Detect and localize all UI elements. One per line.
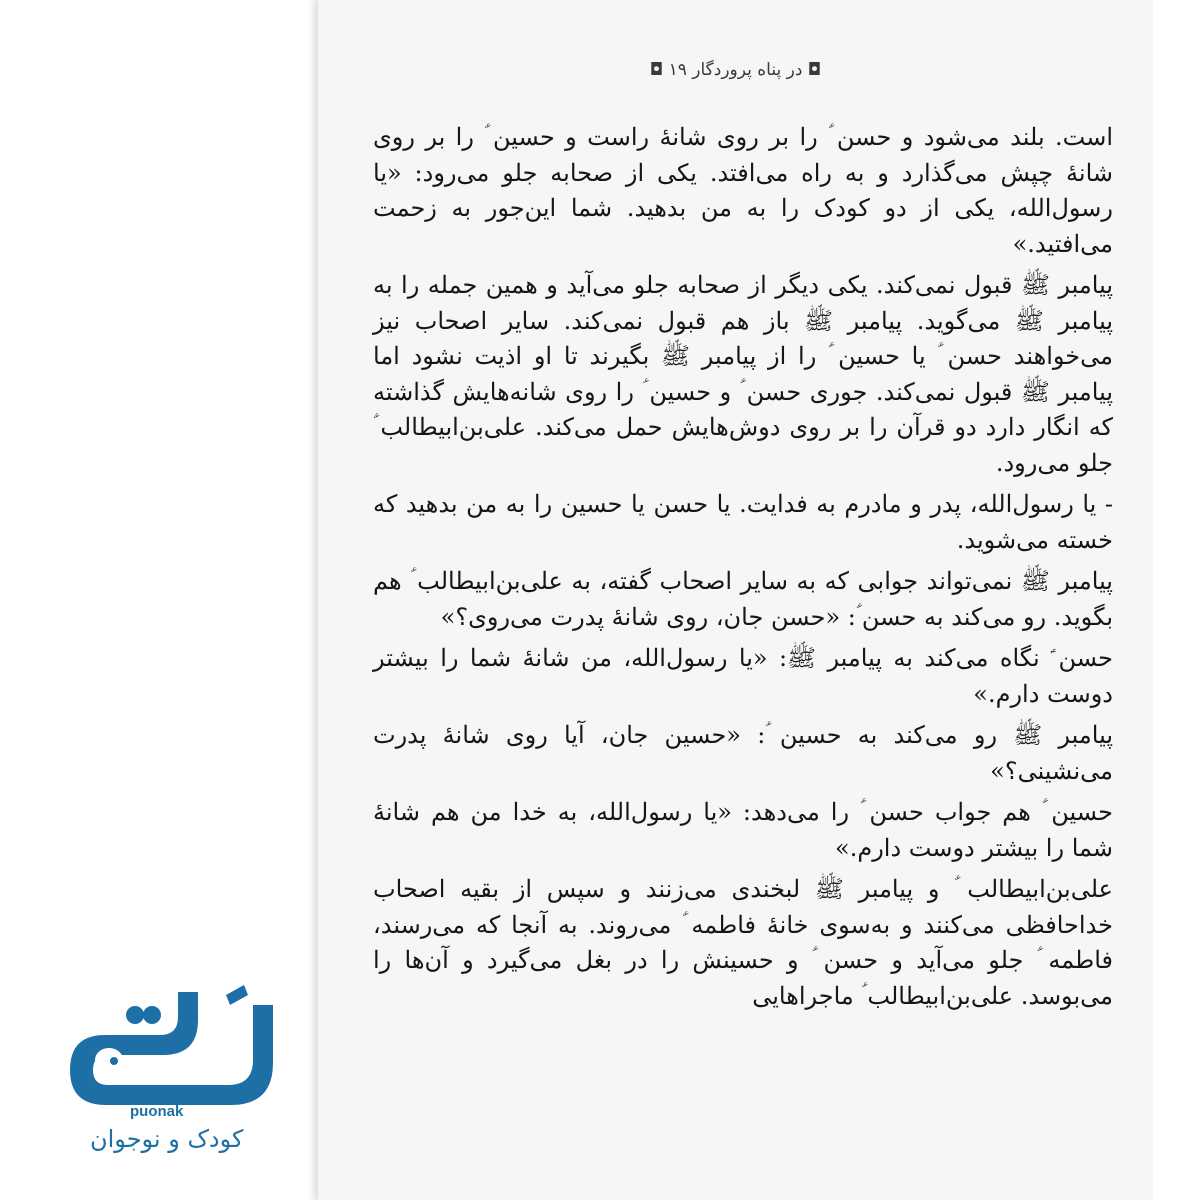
paragraph: - یا رسول‌الله، پدر و مادرم به فدایت. یا حسن یا حسین را به من بدهید که خسته می‌شوید. (373, 490, 1113, 554)
paragraph: حسن ؑ نگاه می‌کند به پیامبر ﷺ: «یا رسول‌الله، من شانهٔ شما را بیشتر دوست دارم.» (373, 644, 1113, 708)
page-body (373, 120, 1113, 1020)
puonak-logo (20, 975, 305, 1195)
paragraph: پیامبر ﷺ رو می‌کند به حسین ؑ: «حسین جان، آیا روی شانهٔ پدرت می‌نشینی؟» (373, 721, 1113, 785)
paragraph: علی‌بن‌ابیطالب ؑ و پیامبر ﷺ لبخندی می‌زنند و سپس از بقیه اصحاب خداحافظی می‌کنند و به‌سوی خانهٔ فاطمه ؑ می‌روند. به آنجا که می‌رسند، فاطمه ؑ جلو می‌آید و حسن ؑ و حسینش را در بغل می‌گیرد و آن‌ها را می‌بوسد. علی‌بن‌ابیطالب ؑ ماجراهایی (373, 875, 1113, 1010)
brand-tagline: کودک و نوجوان (90, 1125, 244, 1153)
paragraph: پیامبر ﷺ نمی‌تواند جوابی که به سایر اصحاب گفته، به علی‌بن‌ابیطالب ؑ هم بگوید. رو می‌کند به حسن ؑ: «حسن جان، روی شانهٔ پدرت می‌روی؟» (373, 567, 1113, 631)
paragraph: پیامبر ﷺ قبول نمی‌کند. یکی دیگر از صحابه جلو می‌آید و همین جمله را به پیامبر ﷺ می‌گوید. پیامبر ﷺ باز هم قبول نمی‌کند. سایر اصحاب نیز می‌خواهند حسن ؑ یا حسین ؑ را از پیامبر ﷺ بگیرند تا او اذیت نشود اما پیامبر ﷺ قبول نمی‌کند. جوری حسن ؑ و حسین ؑ را روی شانه‌هایش گذاشته که انگار دارد دو قرآن را بر روی دوش‌هایش حمل می‌کند. علی‌بن‌ابیطالب ؑ جلو می‌رود. (373, 271, 1113, 477)
running-header: ◘ در پناه پروردگار ۱۹ ◘ (649, 60, 822, 80)
brand-latin-text: puonak (130, 1103, 184, 1120)
book-page (318, 0, 1153, 1200)
paragraph: است. بلند می‌شود و حسن ؑ را بر روی شانهٔ راست و حسین ؑ را بر روی شانهٔ چپش می‌گذارد و به راه می‌افتد. یکی از صحابه جلو می‌رود: «یا رسول‌الله، یکی از دو کودک را به من بدهید. شما این‌جور به زحمت می‌افتید.» (373, 123, 1113, 258)
paragraph: حسین ؑ هم جواب حسن ؑ را می‌دهد: «یا رسول‌الله، به خدا من هم شانهٔ شما را بیشتر دوست دارم.» (373, 798, 1113, 862)
